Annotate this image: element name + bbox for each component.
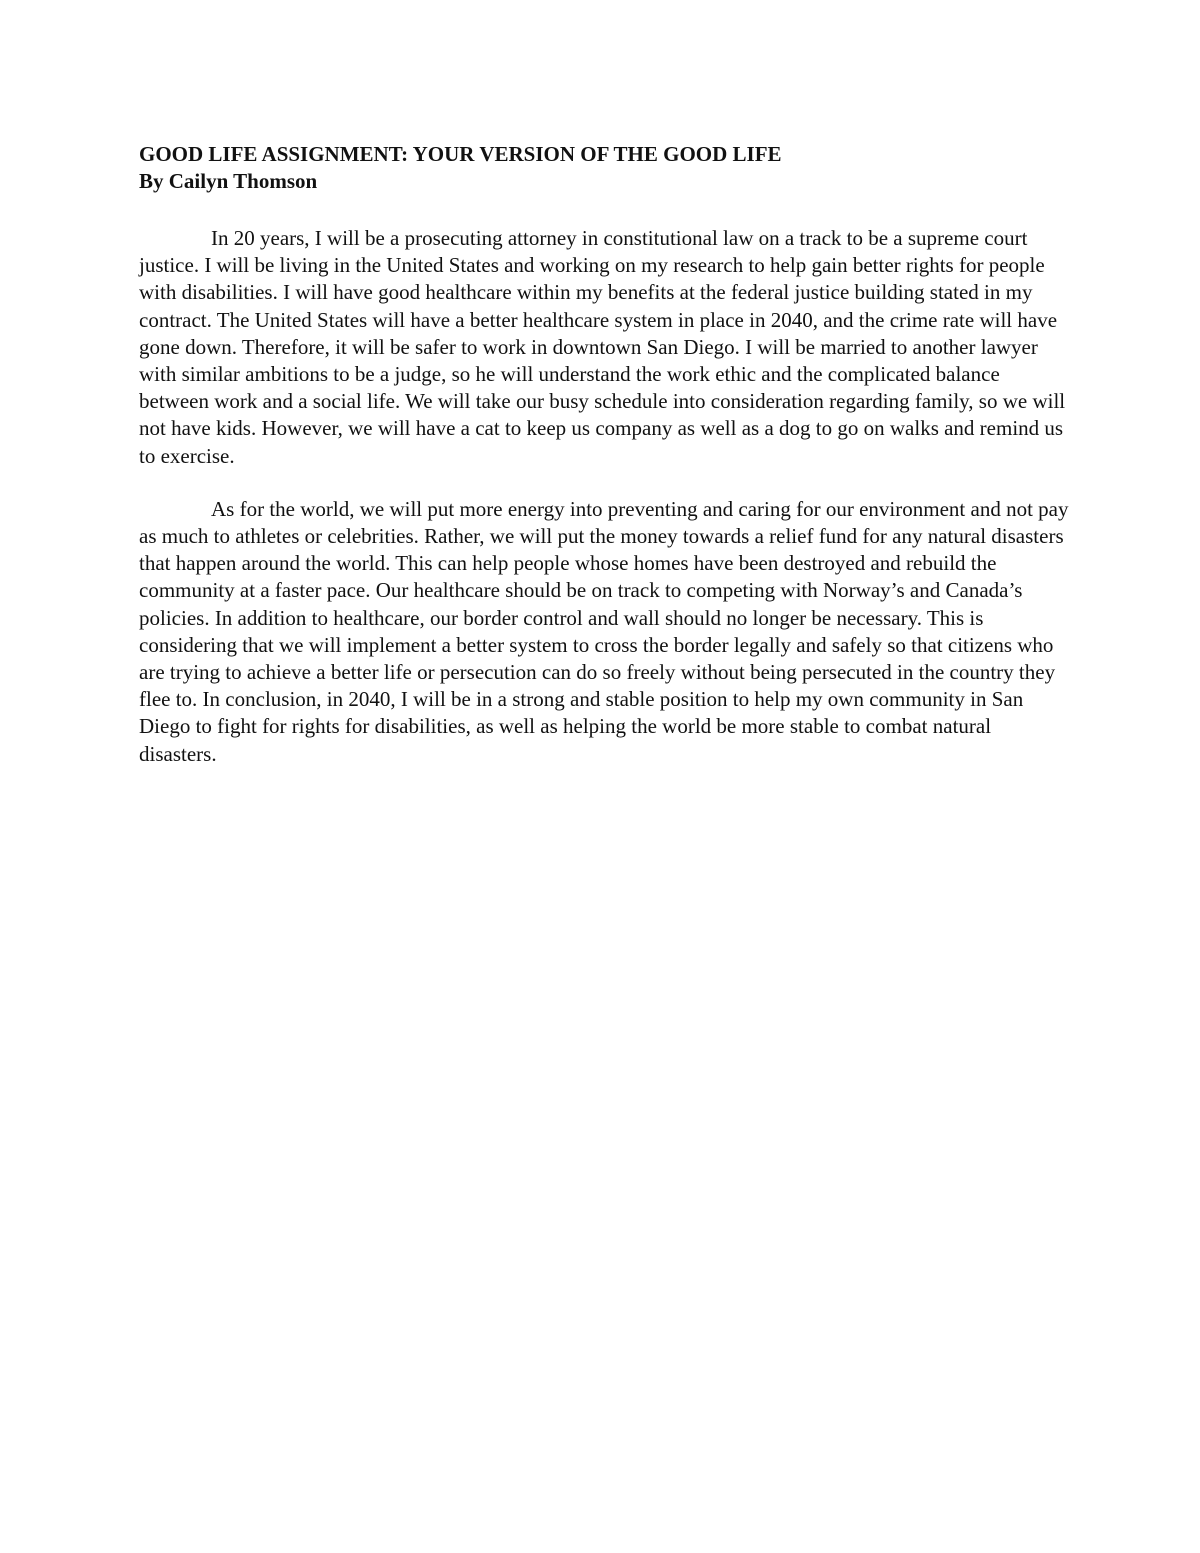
header-spacer [139,195,1069,225]
document-content [139,141,1069,768]
document-title: GOOD LIFE ASSIGNMENT: YOUR VERSION OF THE GOOD LIFE [139,142,782,166]
paragraph-spacer [139,470,1069,496]
body-paragraph-1: In 20 years, I will be a prosecuting attorney in constitutional law on a track to be a supreme court justice. I will be living in the United States and working on my research to help gain better rights for people with disabilities. I will have good healthcare within my benefits at the federal justice building stated in my contract. The United States will have a better healthcare system in place in 2040, and the crime rate will have gone down. Therefore, it will be safer to work in downtown San Diego. I will be married to another lawyer with similar ambitions to be a judge, so he will understand the work ethic and the complicated balance between work and a social life. We will take our busy schedule into consideration regarding family, so we will not have kids. However, we will have a cat to keep us company as well as a dog to go on walks and remind us to exercise. [139,226,1066,468]
body-paragraph-2: As for the world, we will put more energy into preventing and caring for our environment and not pay as much to athletes or celebrities. Rather, we will put the money towards a relief fund for any natural disasters that happen around the world. This can help people whose homes have been destroyed and rebuild the community at a faster pace. Our healthcare should be on track to competing with Norway’s and Canada’s policies. In addition to healthcare, our border control and wall should no longer be necessary. This is considering that we will implement a better system to cross the border legally and safely so that citizens who are trying to achieve a better life or persecution can do so freely without being persecuted in the country they flee to. In conclusion, in 2040, I will be in a strong and stable position to help my own community in San Diego to fight for rights for disabilities, as well as helping the world be more stable to combat natural disasters. [139,496,1069,766]
document-author: By Cailyn Thomson [139,169,318,193]
